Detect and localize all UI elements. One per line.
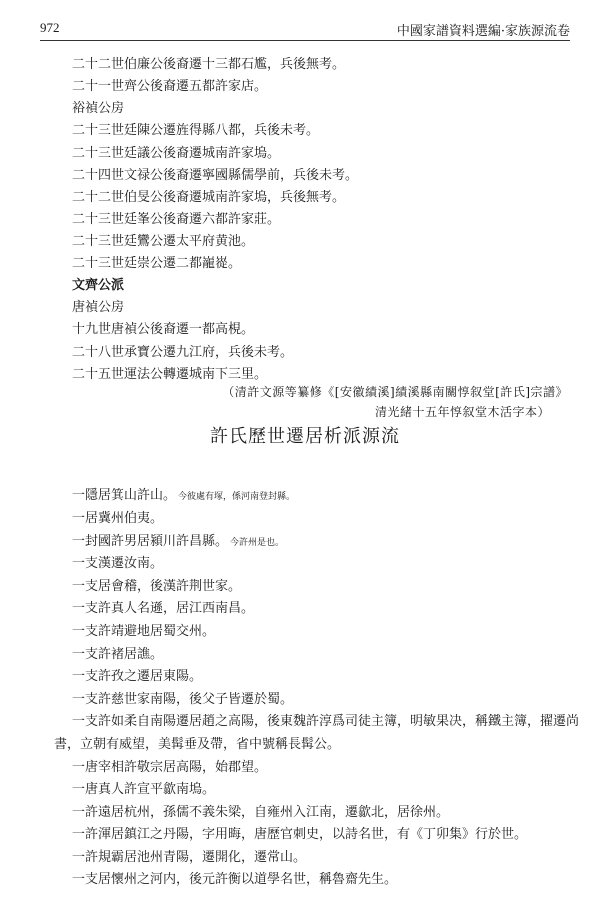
list-item: 一封國許男居潁川許昌縣。 今許州是也。	[72, 534, 285, 549]
text-line: 二十二世伯旻公後裔遷城南許家塢，兵後無考。	[72, 190, 346, 205]
text-line: 二十三世廷崇公遷二都巃嵸。	[72, 256, 242, 271]
list-item: 一支許褚居譙。	[72, 647, 164, 662]
list-item: 一支許孜之遷居東陽。	[72, 669, 203, 684]
text-line: 二十八世承寶公遷九江府，兵後未考。	[72, 345, 294, 360]
list-item: 一支居懷州之河内，後元許衡以道學名世，稱魯齋先生。	[72, 872, 398, 887]
source-citation-line-1: （清許文源等纂修《[安徽績溪]績溪縣南關惇叙堂[許氏]宗譜》	[222, 385, 568, 399]
text-line: 二十二世伯廉公後裔遷十三都石尷，兵後無考。	[72, 57, 346, 72]
list-item: 一支許靖避地居蜀交州。	[72, 624, 216, 639]
running-header	[40, 18, 570, 41]
list-item: 一居冀州伯夷。	[72, 511, 164, 526]
list-item: 一支居會稽，後漢許荆世家。	[72, 579, 242, 594]
text-line: 二十三世廷峯公後裔遷六都許家莊。	[72, 212, 281, 227]
source-citation-line-2: 清光緒十五年惇叙堂木活字本）	[374, 405, 550, 419]
list-item: 一支許慈世家南陽，後父子皆遷於蜀。	[72, 692, 294, 707]
text-line: 二十三世廷議公後裔遷城南許家塢。	[72, 146, 281, 161]
list-item: 一隱居箕山許山。 今彼處有塚，係河南登封縣。	[72, 488, 296, 503]
list-item: 一許遠居杭州，孫儒不義朱梁，自雍州入江南，遷歙北，居徐州。	[72, 805, 450, 820]
text-line: 二十三世廷陳公遷旌得縣八都，兵後未考。	[72, 123, 320, 138]
text-line: 十九世唐禎公後裔遷一都高梘。	[72, 322, 255, 337]
list-item: 一支許如柔自南陽遷居趙之高陽，後東魏許淳爲司徒主簿，明敏果决，稱鐵主簿，擢遷尚	[72, 714, 580, 729]
list-item: 一支漢遷汝南。	[72, 556, 164, 571]
annotation-note: 今彼處有塚，係河南登封縣。	[178, 492, 296, 502]
annotation-note: 今許州是也。	[230, 538, 285, 548]
running-title: 中國家譜資料選編·家族源流卷	[396, 24, 570, 39]
text-line: 二十五世運法公轉遷城南下三里。	[72, 367, 268, 382]
branch-heading: 裕禎公房	[72, 101, 125, 116]
list-item: 一支許真人名遜，居江西南昌。	[72, 601, 255, 616]
text-line: 二十四世文禄公後裔遷寧國縣儒學前，兵後未考。	[72, 168, 359, 183]
list-item: 一唐真人許宣平歙南塢。	[72, 782, 216, 797]
list-item: 一唐宰相許敬宗居高陽，始郡望。	[72, 760, 268, 775]
list-item-continuation: 書，立朝有威望，美髯垂及帶，省中號稱長髯公。	[54, 737, 341, 752]
text-line: 二十三世廷鸞公遷太平府黄池。	[72, 234, 255, 249]
sub-section-heading: 文齊公派	[72, 278, 125, 293]
page-number: 972	[40, 20, 60, 35]
list-item: 一許規霸居池州青陽，遷開化，遷常山。	[72, 850, 307, 865]
branch-heading: 唐禎公房	[72, 300, 125, 315]
section-title: 許氏歷世遷居析派源流	[210, 426, 400, 447]
text-line: 二十一世齊公後裔遷五都許家店。	[72, 79, 268, 94]
list-item: 一許渾居鎮江之丹陽，字用晦，唐歷官刺史，以詩名世，有《丁卯集》行於世。	[72, 827, 528, 842]
